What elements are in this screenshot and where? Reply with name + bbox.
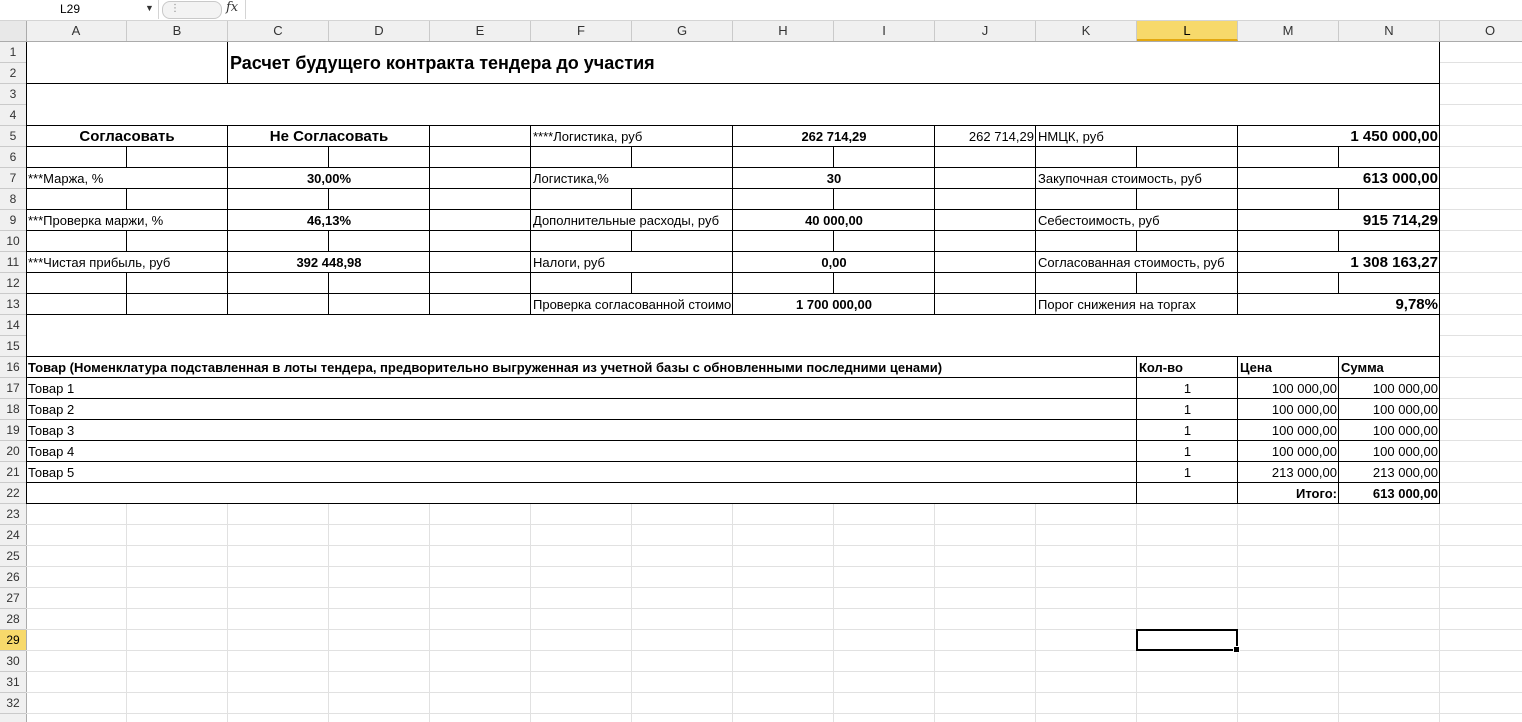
cell-border — [328, 273, 329, 294]
cell-border — [1237, 147, 1238, 168]
reject-cell[interactable]: Не Согласовать — [269, 128, 389, 145]
row-header-22[interactable]: 22 — [0, 483, 26, 504]
gridline — [26, 587, 1522, 588]
extra-costs-label[interactable]: Дополнительные расходы, руб — [533, 213, 720, 228]
row-header-3[interactable]: 3 — [0, 84, 26, 105]
gridline — [26, 671, 1522, 672]
goods-row-name[interactable]: Товар 2 — [28, 402, 75, 417]
purchase-label[interactable]: Закупочная стоимость, руб — [1038, 171, 1202, 186]
column-header-d[interactable]: D — [329, 21, 430, 41]
name-box[interactable] — [0, 0, 159, 19]
cell-border — [934, 189, 935, 210]
agreed-check-value[interactable]: 1 700 000,00 — [796, 297, 872, 312]
cell-border — [1035, 231, 1036, 252]
column-header-bar — [0, 21, 1522, 42]
goods-row-qty[interactable]: 1 — [1183, 423, 1192, 438]
cell-border — [934, 231, 935, 252]
cell-border — [530, 231, 531, 252]
goods-header-price[interactable]: Цена — [1240, 360, 1272, 375]
gridline — [26, 713, 1522, 714]
formula-bar — [0, 0, 1522, 21]
margin-value[interactable]: 30,00% — [306, 171, 352, 186]
row-header-1[interactable]: 1 — [0, 42, 26, 63]
column-header-h[interactable]: H — [733, 21, 834, 41]
row-header-bar — [0, 42, 27, 722]
logistics-rub-label[interactable]: ****Логистика, руб — [533, 129, 643, 144]
threshold-label[interactable]: Порог снижения на торгах — [1038, 297, 1196, 312]
goods-row-qty[interactable]: 1 — [1183, 402, 1192, 417]
row-header-23[interactable]: 23 — [0, 504, 26, 525]
agreed-value[interactable]: 1 308 163,27 — [1350, 254, 1438, 271]
row-header-13[interactable]: 13 — [0, 294, 26, 315]
goods-row-sum[interactable]: 213 000,00 — [1372, 465, 1438, 480]
row-header-4[interactable]: 4 — [0, 105, 26, 126]
cell-border — [732, 273, 733, 294]
cell-border — [328, 294, 329, 315]
cell-border — [227, 294, 228, 315]
column-header-e[interactable]: E — [430, 21, 531, 41]
cell-border — [1237, 231, 1238, 252]
insert-function-icon[interactable]: fx — [226, 0, 239, 15]
cell-border — [126, 147, 127, 168]
sheet-title-cell[interactable]: Расчет будущего контракта тендера до участия — [230, 53, 655, 73]
row-header-7[interactable]: 7 — [0, 168, 26, 189]
row-header-19[interactable]: 19 — [0, 420, 26, 441]
goods-row-name[interactable]: Товар 4 — [28, 444, 75, 459]
goods-row-sum[interactable]: 100 000,00 — [1372, 444, 1438, 459]
ellipsis-icon: ⋮ — [170, 3, 180, 14]
cell-border — [126, 231, 127, 252]
approve-cell[interactable]: Согласовать — [79, 128, 175, 145]
cell-border — [833, 273, 834, 294]
goods-row-price[interactable]: 213 000,00 — [1271, 465, 1337, 480]
cell-border — [934, 273, 935, 294]
net-profit-value[interactable]: 392 448,98 — [296, 255, 362, 270]
goods-row-qty[interactable]: 1 — [1183, 465, 1192, 480]
row-header-11[interactable]: 11 — [0, 252, 26, 273]
cell-border — [631, 231, 632, 252]
goods-header-sum[interactable]: Сумма — [1341, 360, 1384, 375]
cell-border — [732, 189, 733, 210]
logistics-rub-value[interactable]: 262 714,29 — [801, 129, 867, 144]
row-header-29[interactable]: 29 — [0, 630, 26, 651]
column-header-j[interactable]: J — [935, 21, 1036, 41]
agreed-check-label[interactable]: Проверка согласованной стоимо — [533, 297, 732, 312]
cell-border — [631, 273, 632, 294]
cell-border — [227, 273, 228, 294]
goods-row-name[interactable]: Товар 5 — [28, 465, 75, 480]
agreed-label[interactable]: Согласованная стоимость, руб — [1038, 255, 1225, 270]
column-header-b[interactable]: B — [127, 21, 228, 41]
name-box-value: L29 — [60, 2, 81, 16]
cell-border — [1338, 273, 1339, 294]
gridline — [26, 629, 1522, 630]
formula-expander[interactable] — [162, 1, 222, 19]
cell-border — [1237, 189, 1238, 210]
goods-header-item[interactable]: Товар (Номенклатура подставленная в лоты тендера, предворительно выгруженная из учетной базы с обновленными последними ценами) — [28, 360, 943, 375]
goods-row-price[interactable]: 100 000,00 — [1271, 423, 1337, 438]
row-header-24[interactable]: 24 — [0, 525, 26, 546]
goods-total-label[interactable]: Итого: — [1296, 486, 1337, 501]
goods-row-sum[interactable]: 100 000,00 — [1372, 381, 1438, 396]
row-header-32[interactable]: 32 — [0, 693, 26, 714]
worksheet-grid[interactable] — [26, 42, 1522, 722]
taxes-value[interactable]: 0,00 — [821, 255, 847, 270]
taxes-label[interactable]: Налоги, руб — [533, 255, 605, 270]
row-header-9[interactable]: 9 — [0, 210, 26, 231]
cell-border — [530, 189, 531, 210]
logistics-rub-value-2[interactable]: 262 714,29 — [968, 129, 1034, 144]
logistics-pct-label[interactable]: Логистика,% — [533, 171, 609, 186]
formula-buttons — [160, 0, 244, 19]
row-header-18[interactable]: 18 — [0, 399, 26, 420]
gridline — [26, 524, 1522, 525]
row-header-27[interactable]: 27 — [0, 588, 26, 609]
chevron-down-icon[interactable]: ▼ — [145, 3, 154, 13]
goods-row-sum[interactable]: 100 000,00 — [1372, 423, 1438, 438]
cell-border — [1136, 273, 1137, 294]
goods-row-price[interactable]: 100 000,00 — [1271, 381, 1337, 396]
cell-border — [429, 231, 430, 252]
row-header-28[interactable]: 28 — [0, 609, 26, 630]
cell-border — [732, 147, 733, 168]
column-header-a[interactable]: A — [26, 21, 127, 41]
goods-row-name[interactable]: Товар 1 — [28, 381, 75, 396]
goods-row-name[interactable]: Товар 3 — [28, 423, 75, 438]
cell-border — [1338, 147, 1339, 168]
extra-costs-value[interactable]: 40 000,00 — [805, 213, 863, 228]
goods-header-qty[interactable]: Кол-во — [1139, 360, 1183, 375]
cell-border — [429, 273, 430, 294]
column-header-i[interactable]: I — [834, 21, 935, 41]
gridline — [26, 545, 1522, 546]
cell-border — [227, 189, 228, 210]
cell-border — [1237, 273, 1238, 294]
goods-total-value[interactable]: 613 000,00 — [1372, 486, 1438, 501]
nmck-value[interactable]: 1 450 000,00 — [1350, 128, 1438, 145]
row-header-20[interactable]: 20 — [0, 441, 26, 462]
cell-border — [530, 273, 531, 294]
cell-border — [1035, 273, 1036, 294]
row-header-2[interactable]: 2 — [0, 63, 26, 84]
cell-border — [1338, 231, 1339, 252]
cell-border — [1136, 189, 1137, 210]
goods-row-price[interactable]: 100 000,00 — [1271, 444, 1337, 459]
cell-border — [1136, 231, 1137, 252]
select-all-corner[interactable] — [0, 21, 27, 41]
column-header-n[interactable]: N — [1339, 21, 1440, 41]
margin-check-label[interactable]: ***Проверка маржи, % — [28, 213, 164, 228]
column-header-f[interactable]: F — [531, 21, 632, 41]
cell-border — [833, 231, 834, 252]
cell-border — [833, 147, 834, 168]
margin-check-value[interactable]: 46,13% — [306, 213, 352, 228]
active-cell-selection[interactable] — [1136, 629, 1238, 651]
goods-row-sum[interactable]: 100 000,00 — [1372, 402, 1438, 417]
cell-border — [631, 147, 632, 168]
cell-border — [126, 294, 127, 315]
row-header-6[interactable]: 6 — [0, 147, 26, 168]
goods-row-price[interactable]: 100 000,00 — [1271, 402, 1337, 417]
cell-border — [732, 231, 733, 252]
cell-border — [1338, 189, 1339, 210]
logistics-pct-value[interactable]: 30 — [826, 171, 842, 186]
row-header-17[interactable]: 17 — [0, 378, 26, 399]
column-header-k[interactable]: K — [1036, 21, 1137, 41]
threshold-value[interactable]: 9,78% — [1395, 296, 1438, 313]
cell-border — [227, 147, 228, 168]
column-header-g[interactable]: G — [632, 21, 733, 41]
nmck-label[interactable]: НМЦК, руб — [1038, 129, 1104, 144]
column-header-c[interactable]: C — [228, 21, 329, 41]
cell-border — [227, 231, 228, 252]
row-header-16[interactable]: 16 — [0, 357, 26, 378]
cost-value[interactable]: 915 714,29 — [1362, 212, 1438, 229]
cell-border — [429, 294, 430, 315]
row-header-14[interactable]: 14 — [0, 315, 26, 336]
row-header-8[interactable]: 8 — [0, 189, 26, 210]
cell-border — [631, 189, 632, 210]
purchase-value[interactable]: 613 000,00 — [1362, 170, 1438, 187]
formula-input[interactable] — [245, 0, 1522, 19]
cell-border — [1035, 189, 1036, 210]
gridline — [26, 566, 1522, 567]
cell-border — [530, 147, 531, 168]
goods-row-qty[interactable]: 1 — [1183, 444, 1192, 459]
cell-border — [1035, 147, 1036, 168]
row-header-31[interactable]: 31 — [0, 672, 26, 693]
row-header-12[interactable]: 12 — [0, 273, 26, 294]
cell-border — [126, 273, 127, 294]
column-header-m[interactable]: M — [1238, 21, 1339, 41]
row-header-15[interactable]: 15 — [0, 336, 26, 357]
cell-border — [126, 189, 127, 210]
cell-border — [429, 189, 430, 210]
cell-border — [328, 189, 329, 210]
row-header-10[interactable]: 10 — [0, 231, 26, 252]
gridline — [26, 692, 1522, 693]
cell-border — [934, 147, 935, 168]
row-header-21[interactable]: 21 — [0, 462, 26, 483]
cell-border — [833, 189, 834, 210]
row-header-30[interactable]: 30 — [0, 651, 26, 672]
goods-row-qty[interactable]: 1 — [1183, 381, 1192, 396]
gridline — [26, 608, 1522, 609]
cell-border — [328, 231, 329, 252]
cell-border — [429, 147, 430, 168]
row-header-5[interactable]: 5 — [0, 126, 26, 147]
row-header-26[interactable]: 26 — [0, 567, 26, 588]
fill-handle[interactable] — [1233, 646, 1240, 653]
cell-border — [1136, 147, 1137, 168]
cell-border — [328, 147, 329, 168]
column-header-o[interactable]: O — [1440, 21, 1522, 41]
gridline — [26, 650, 1522, 651]
row-header-25[interactable]: 25 — [0, 546, 26, 567]
margin-label[interactable]: ***Маржа, % — [28, 171, 104, 186]
column-header-l[interactable]: L — [1137, 21, 1238, 41]
cell-border — [26, 503, 1440, 504]
net-profit-label[interactable]: ***Чистая прибыль, руб — [28, 255, 171, 270]
cost-label[interactable]: Себестоимость, руб — [1038, 213, 1160, 228]
